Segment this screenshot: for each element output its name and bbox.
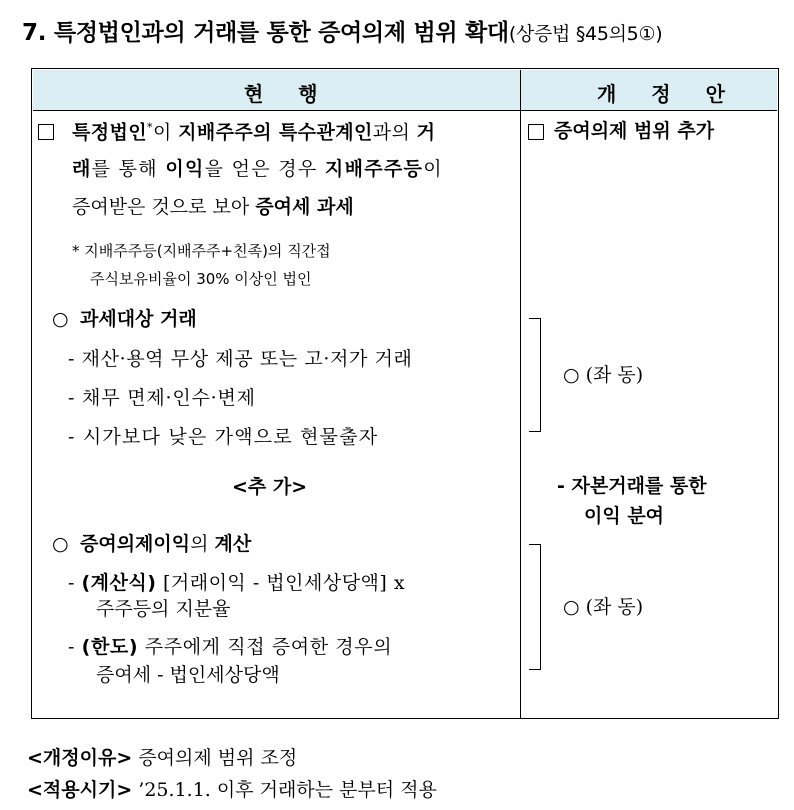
bracket-icon: [529, 318, 541, 432]
bracket-icon: [529, 544, 541, 670]
section1-item: - 시가보다 낮은 가액으로 현물출자: [68, 426, 379, 448]
checkbox-icon: [528, 124, 544, 140]
effective-date: <적용시기> ’25.1.1. 이후 거래하는 분부터 적용: [27, 779, 437, 801]
proposed-added-line2: 이익 분여: [584, 505, 665, 527]
section2-marker: ○: [52, 533, 69, 555]
current-intro-line3: 증여받은 것으로 보아 증여세 과세: [72, 196, 354, 218]
section2-item2-cont: 증여세 - 법인세상당액: [96, 664, 280, 686]
section1-item: - 재산·용역 무상 제공 또는 고·저가 거래: [68, 348, 413, 370]
section2-title: 증여의제이익의 계산: [80, 533, 252, 555]
column-divider: [520, 70, 521, 718]
proposed-added-line1: - 자본거래를 통한: [557, 475, 707, 497]
section1-title: 과세대상 거래: [80, 308, 197, 330]
section2-item1: - (계산식) [거래이익 - 법인세상당액] x: [68, 572, 406, 594]
footnote-line2: 주식보유비율이 30% 이상인 법인: [90, 270, 312, 288]
proposed-same1: ○ (좌 동): [563, 364, 644, 386]
section1-marker: ○: [52, 308, 69, 330]
section2-item2: - (한도) 주주에게 직접 증여한 경우의: [68, 636, 393, 658]
current-intro-line1: 특정법인*이 지배주주의 특수관계인과의 거: [72, 121, 436, 144]
law-reference: (상증법 §45의5①): [508, 23, 663, 45]
current-intro-line2: 래를 통해 이익을 얻은 경우 지배주주등이: [72, 158, 443, 180]
proposed-same2: ○ (좌 동): [563, 596, 644, 618]
added-label: <추 가>: [232, 476, 308, 498]
proposed-intro: 증여의제 범위 추가: [554, 120, 715, 142]
checkbox-icon: [38, 124, 54, 140]
header-current: 현 행: [244, 82, 332, 106]
section-title: [22, 14, 662, 47]
section1-item: - 채무 면제·인수·변제: [68, 387, 256, 409]
header-proposed: 개 정 안: [597, 82, 739, 106]
revision-reason: <개정이유> 증여의제 범위 조정: [27, 747, 298, 769]
footnote-line1: * 지배주주등(지배주주+친족)의 직간접: [72, 242, 331, 260]
section-title-main: 7. 특정법인과의 거래를 통한 증여의제 범위 확대: [22, 20, 509, 46]
section2-item1-cont: 주주등의 지분율: [96, 598, 231, 620]
